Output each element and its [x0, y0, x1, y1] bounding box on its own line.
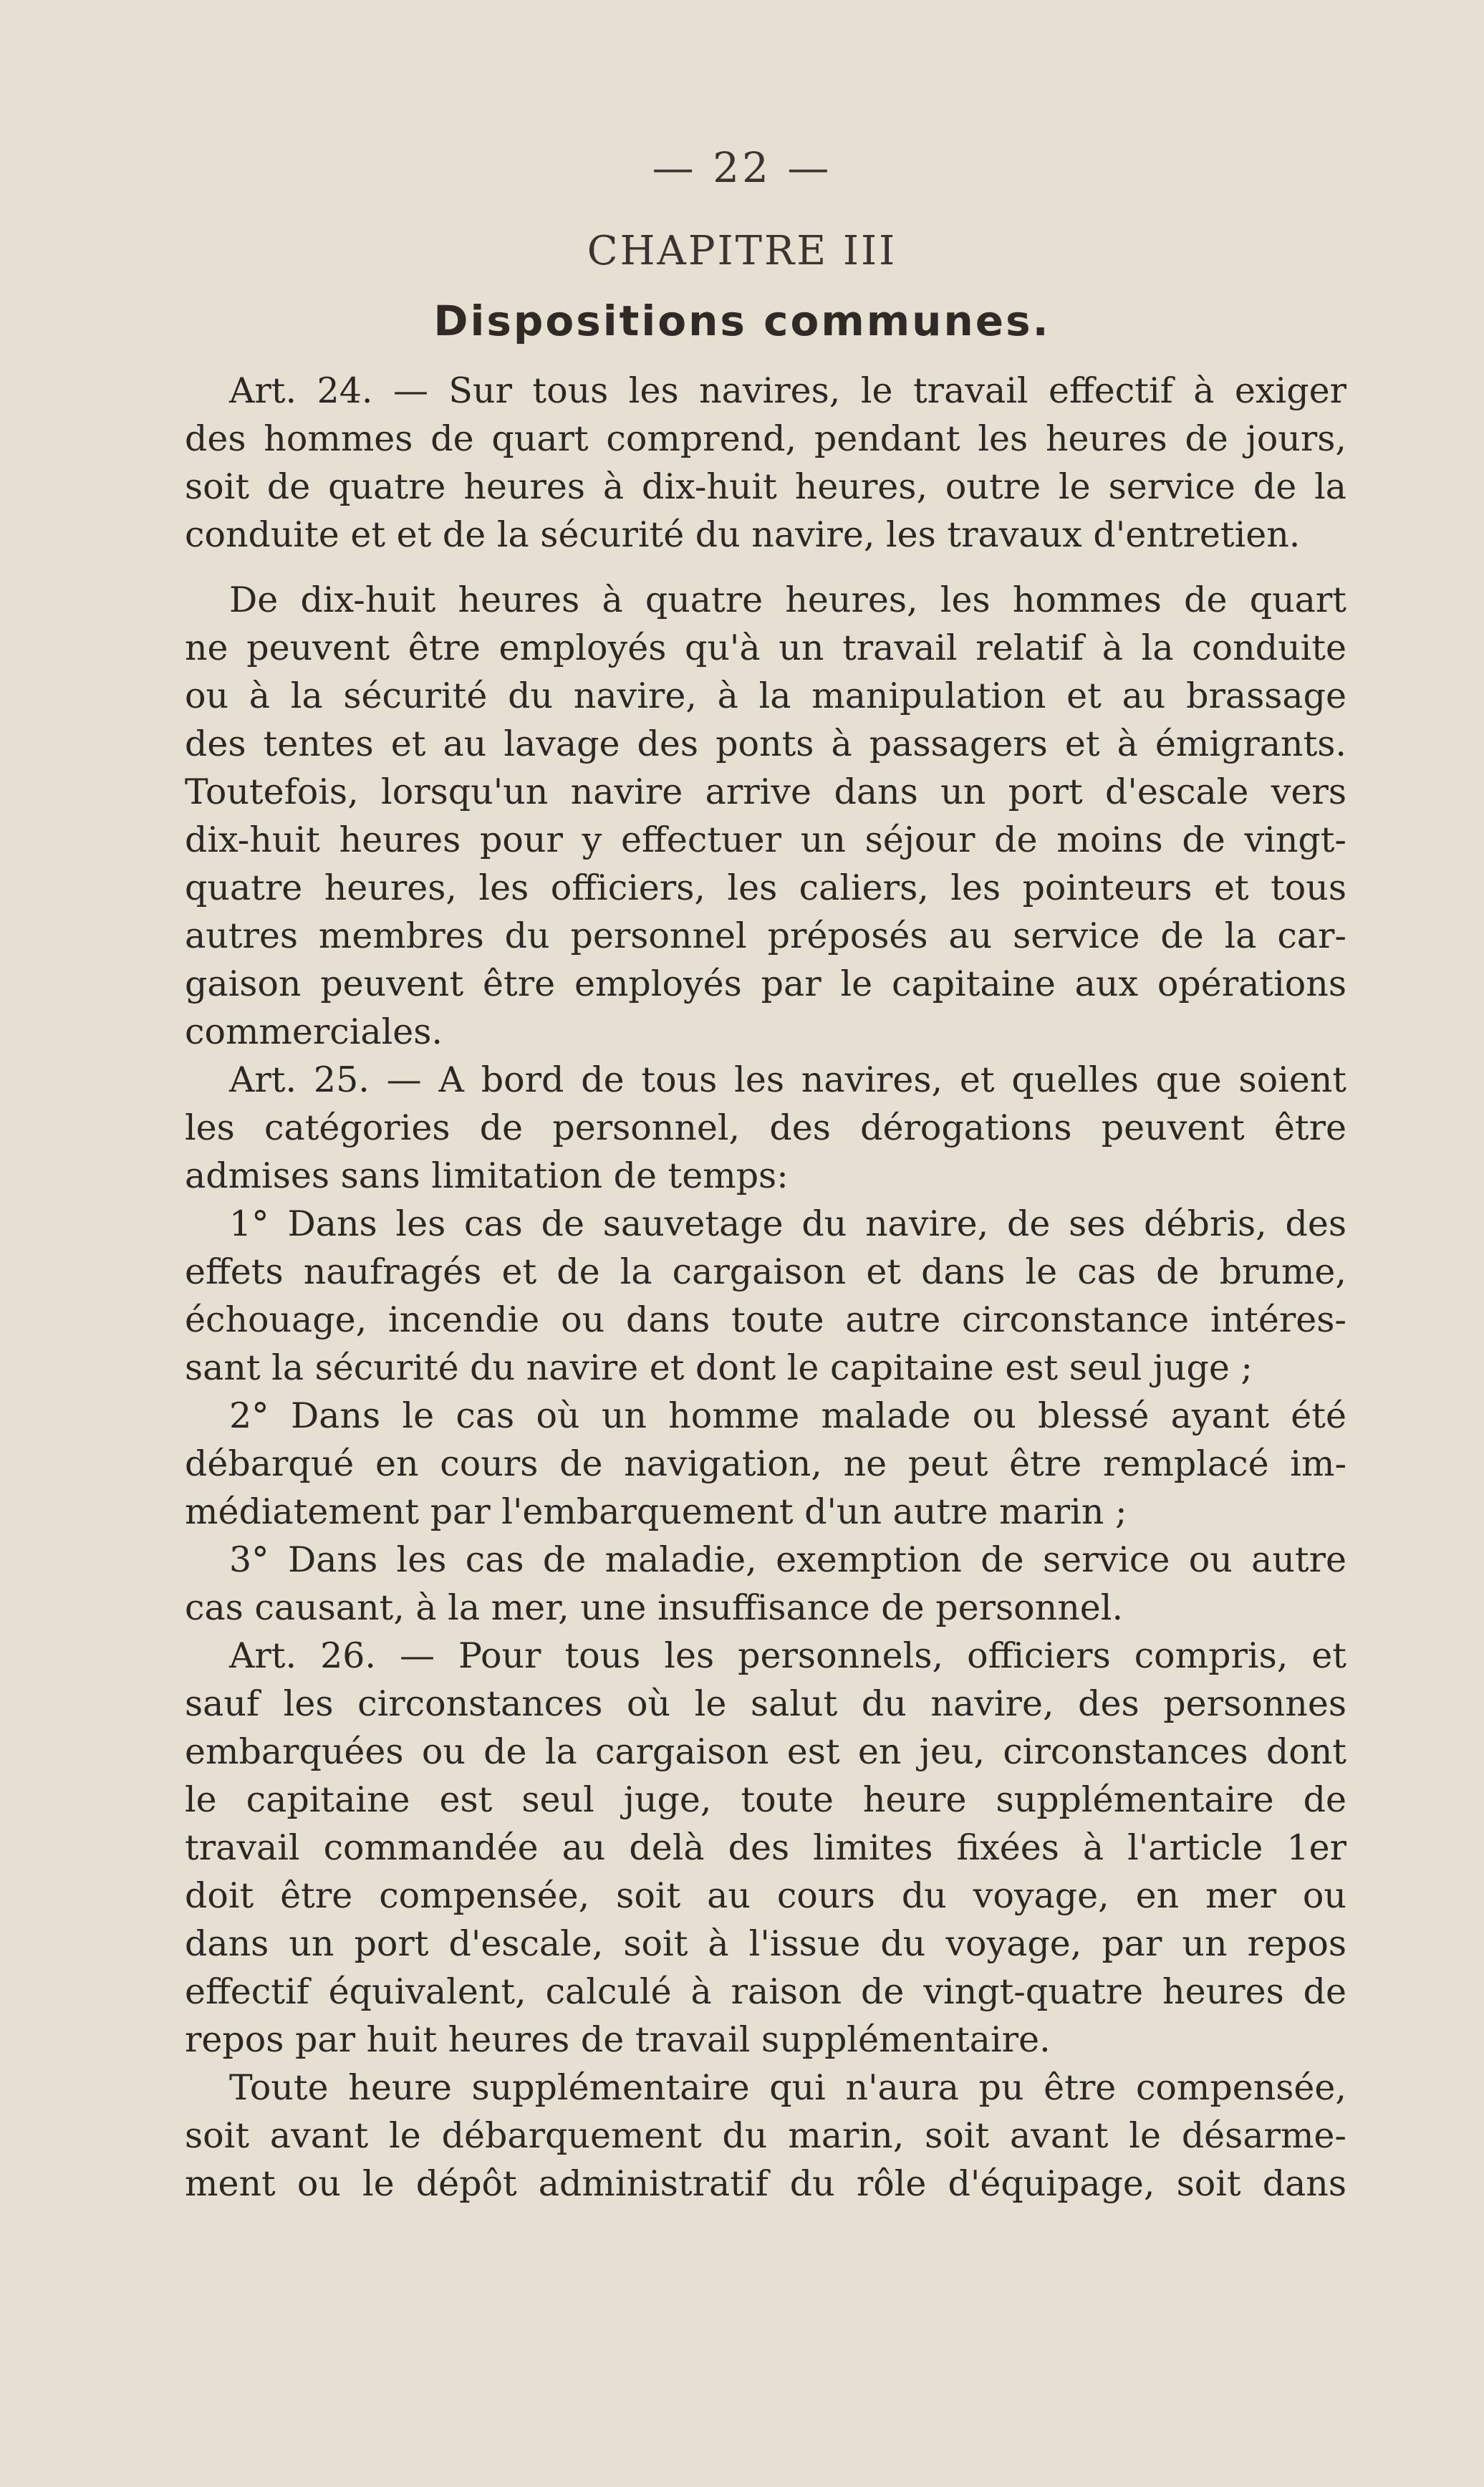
paragraph — [185, 1632, 1346, 2064]
text-line: ment ou le dépôt administratif du rôle d'équipage, soit dans — [185, 2163, 1346, 2204]
text-line: travail commandée au delà des limites fixées à l'article 1er — [185, 1827, 1346, 1868]
text-line: Art. 25. — A bord de tous les navires, et quelles que soient — [229, 1059, 1346, 1100]
paragraph — [185, 1056, 1346, 1200]
document-body — [185, 367, 1346, 2208]
text-line: ne peuvent être employés qu'à un travail relatif à la conduite — [185, 627, 1346, 668]
text-line: 3° Dans les cas de maladie, exemption de service ou autre — [229, 1539, 1346, 1580]
text-line: les catégories de personnel, des dérogations peuvent être — [185, 1107, 1346, 1148]
paragraph-gap — [185, 559, 1346, 576]
page-number: — 22 — — [652, 143, 832, 192]
text-line: 1° Dans les cas de sauvetage du navire, de ses débris, des — [229, 1203, 1346, 1244]
paragraph — [185, 1392, 1346, 1536]
paragraph — [185, 1536, 1346, 1632]
text-line: commerciales. — [185, 1011, 443, 1052]
text-line: 2° Dans le cas où un homme malade ou blessé ayant été — [229, 1395, 1346, 1436]
text-line: effets naufragés et de la cargaison et dans le cas de brume, — [185, 1251, 1346, 1292]
text-line: soit de quatre heures à dix-huit heures, outre le service de la — [185, 466, 1346, 507]
text-line: des tentes et au lavage des ponts à passagers et à émigrants. — [185, 723, 1346, 764]
paragraph — [185, 1200, 1346, 1392]
chapter-heading: CHAPITRE III — [587, 228, 897, 274]
text-line: débarqué en cours de navigation, ne peut être remplacé im- — [185, 1443, 1346, 1484]
text-line: sauf les circonstances où le salut du navire, des personnes — [185, 1683, 1346, 1724]
text-line: soit avant le débarquement du marin, soit avant le désarme- — [185, 2115, 1346, 2156]
paragraph — [185, 576, 1346, 1056]
text-line: doit être compensée, soit au cours du voyage, en mer ou — [185, 1875, 1346, 1916]
text-line: embarquées ou de la cargaison est en jeu, circonstances dont — [185, 1731, 1346, 1772]
text-line: De dix-huit heures à quatre heures, les hommes de quart — [229, 579, 1346, 620]
text-line: conduite et et de la sécurité du navire, les travaux d'entretien. — [185, 514, 1301, 555]
text-line: Art. 26. — Pour tous les personnels, officiers compris, et — [229, 1635, 1346, 1676]
text-line: Art. 24. — Sur tous les navires, le travail effectif à exiger — [229, 370, 1346, 411]
text-line: le capitaine est seul juge, toute heure supplémentaire de — [185, 1779, 1346, 1820]
text-line: admises sans limitation de temps: — [185, 1155, 789, 1196]
text-line: Toute heure supplémentaire qui n'aura pu être compensée, — [229, 2067, 1346, 2108]
text-line: effectif équivalent, calculé à raison de vingt-quatre heures de — [185, 1971, 1346, 2012]
paragraph — [185, 367, 1346, 559]
text-line: gaison peuvent être employés par le capitaine aux opérations — [185, 963, 1346, 1004]
text-line: autres membres du personnel préposés au service de la car- — [185, 915, 1346, 956]
text-line: repos par huit heures de travail supplémentaire. — [185, 2019, 1051, 2060]
paragraph — [185, 2064, 1346, 2208]
text-line: médiatement par l'embarquement d'un autre marin ; — [185, 1491, 1127, 1532]
section-title: Dispositions communes. — [433, 297, 1051, 345]
text-line: des hommes de quart comprend, pendant les heures de jours, — [185, 418, 1346, 459]
text-line: quatre heures, les officiers, les caliers, les pointeurs et tous — [185, 867, 1346, 908]
text-line: dans un port d'escale, soit à l'issue du voyage, par un repos — [185, 1923, 1346, 1964]
text-line: sant la sécurité du navire et dont le capitaine est seul juge ; — [185, 1347, 1253, 1388]
text-line: échouage, incendie ou dans toute autre circonstance intéres- — [185, 1299, 1346, 1340]
text-line: dix-huit heures pour y effectuer un séjour de moins de vingt- — [185, 819, 1346, 860]
text-line: ou à la sécurité du navire, à la manipulation et au brassage — [185, 675, 1346, 716]
text-line: cas causant, à la mer, une insuffisance de personnel. — [185, 1587, 1124, 1628]
text-line: Toutefois, lorsqu'un navire arrive dans un port d'escale vers — [185, 771, 1346, 812]
